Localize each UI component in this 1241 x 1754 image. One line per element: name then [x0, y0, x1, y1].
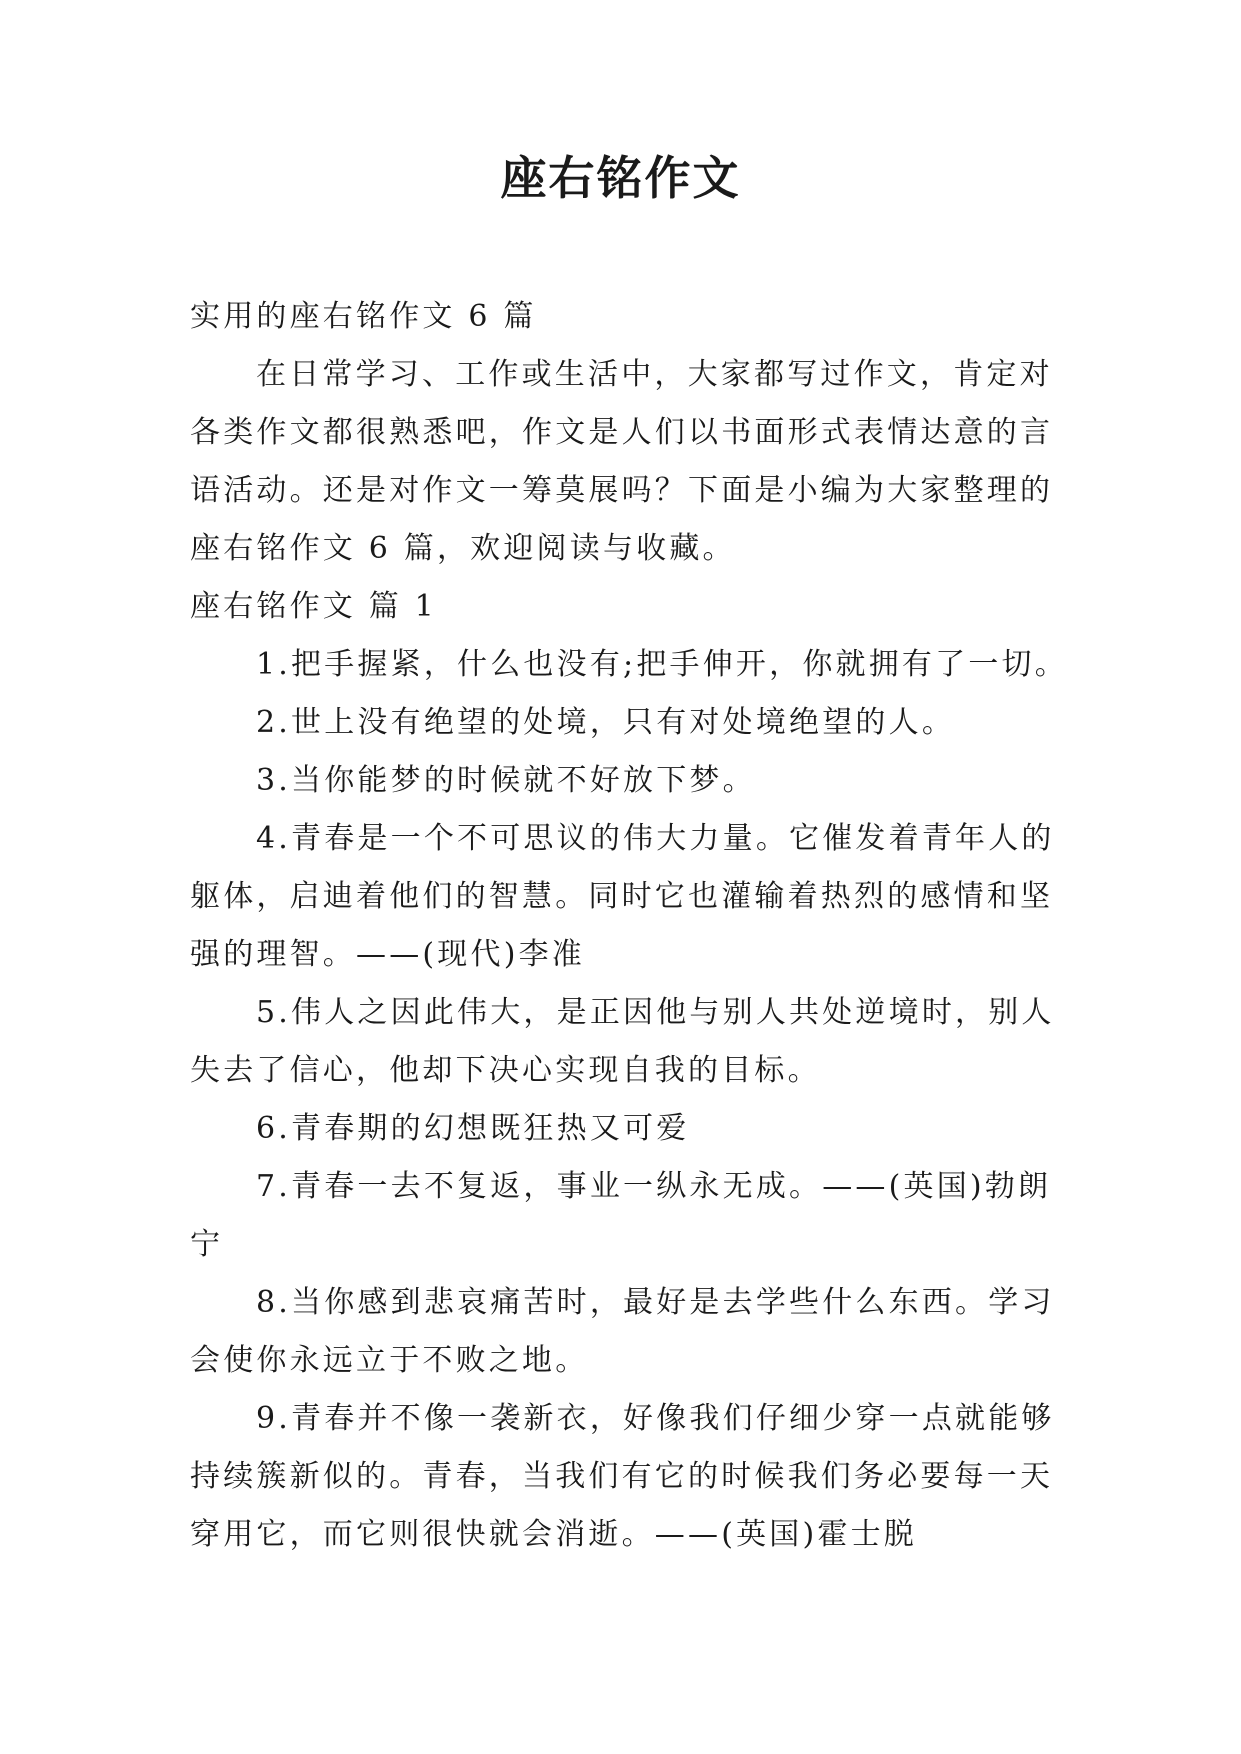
list-item-line: 7.青春一去不复返，事业一纵永无成。——(英国)勃朗 — [256, 1169, 1052, 1204]
list-item-line: 持续簇新似的。青春，当我们有它的时候我们务必要每一天 — [190, 1459, 1054, 1494]
list-item-line: 会使你永远立于不败之地。 — [190, 1343, 589, 1378]
list-item — [190, 1158, 1060, 1274]
paragraph-line: 座右铭作文 6 篇，欢迎阅读与收藏。 — [190, 531, 736, 566]
document-body — [190, 288, 1068, 1564]
paragraph-line: 各类作文都很熟悉吧，作文是人们以书面形式表情达意的言 — [190, 415, 1054, 450]
section-heading: 座右铭作文 篇 1 — [190, 589, 437, 624]
list-item-line: 宁 — [190, 1227, 224, 1262]
list-item-line: 穿用它，而它则很快就会消逝。——(英国)霍士脱 — [190, 1517, 918, 1552]
list-item — [190, 636, 1068, 694]
list-item — [190, 984, 1060, 1100]
intro-paragraph — [190, 346, 1060, 578]
list-item-line: 9.青春并不像一袭新衣，好像我们仔细少穿一点就能够 — [256, 1401, 1055, 1436]
list-item-line: 3.当你能梦的时候就不好放下梦。 — [256, 763, 756, 798]
list-item-line: 4.青春是一个不可思议的伟大力量。它催发着青年人的 — [256, 821, 1055, 856]
list-item-line: 6.青春期的幻想既狂热又可爱 — [256, 1111, 690, 1146]
paragraph-line: 语活动。还是对作文一筹莫展吗？下面是小编为大家整理的 — [190, 473, 1054, 508]
list-item — [190, 810, 1060, 984]
list-item-line: 2.世上没有绝望的处境，只有对处境绝望的人。 — [256, 705, 956, 740]
list-item — [190, 1100, 1060, 1158]
list-item — [190, 752, 1060, 810]
document-title: 座右铭作文 — [500, 151, 741, 205]
intro-heading: 实用的座右铭作文 6 篇 — [190, 299, 537, 334]
list-item-line: 失去了信心，他却下决心实现自我的目标。 — [190, 1053, 821, 1088]
list-item-line: 5.伟人之因此伟大，是正因他与别人共处逆境时，别人 — [256, 995, 1055, 1030]
paragraph-line: 在日常学习、工作或生活中，大家都写过作文，肯定对 — [256, 357, 1053, 392]
list-item-line: 强的理智。——(现代)李准 — [190, 937, 586, 972]
list-item-line: 躯体，启迪着他们的智慧。同时它也灌输着热烈的感情和坚 — [190, 879, 1054, 914]
list-item — [190, 1274, 1060, 1390]
list-item — [190, 1390, 1060, 1564]
list-item-line: 1.把手握紧，什么也没有;把手伸开，你就拥有了一切。 — [256, 647, 1068, 682]
list-item-line: 8.当你感到悲哀痛苦时，最好是去学些什么东西。学习 — [256, 1285, 1055, 1320]
list-item — [190, 694, 1060, 752]
